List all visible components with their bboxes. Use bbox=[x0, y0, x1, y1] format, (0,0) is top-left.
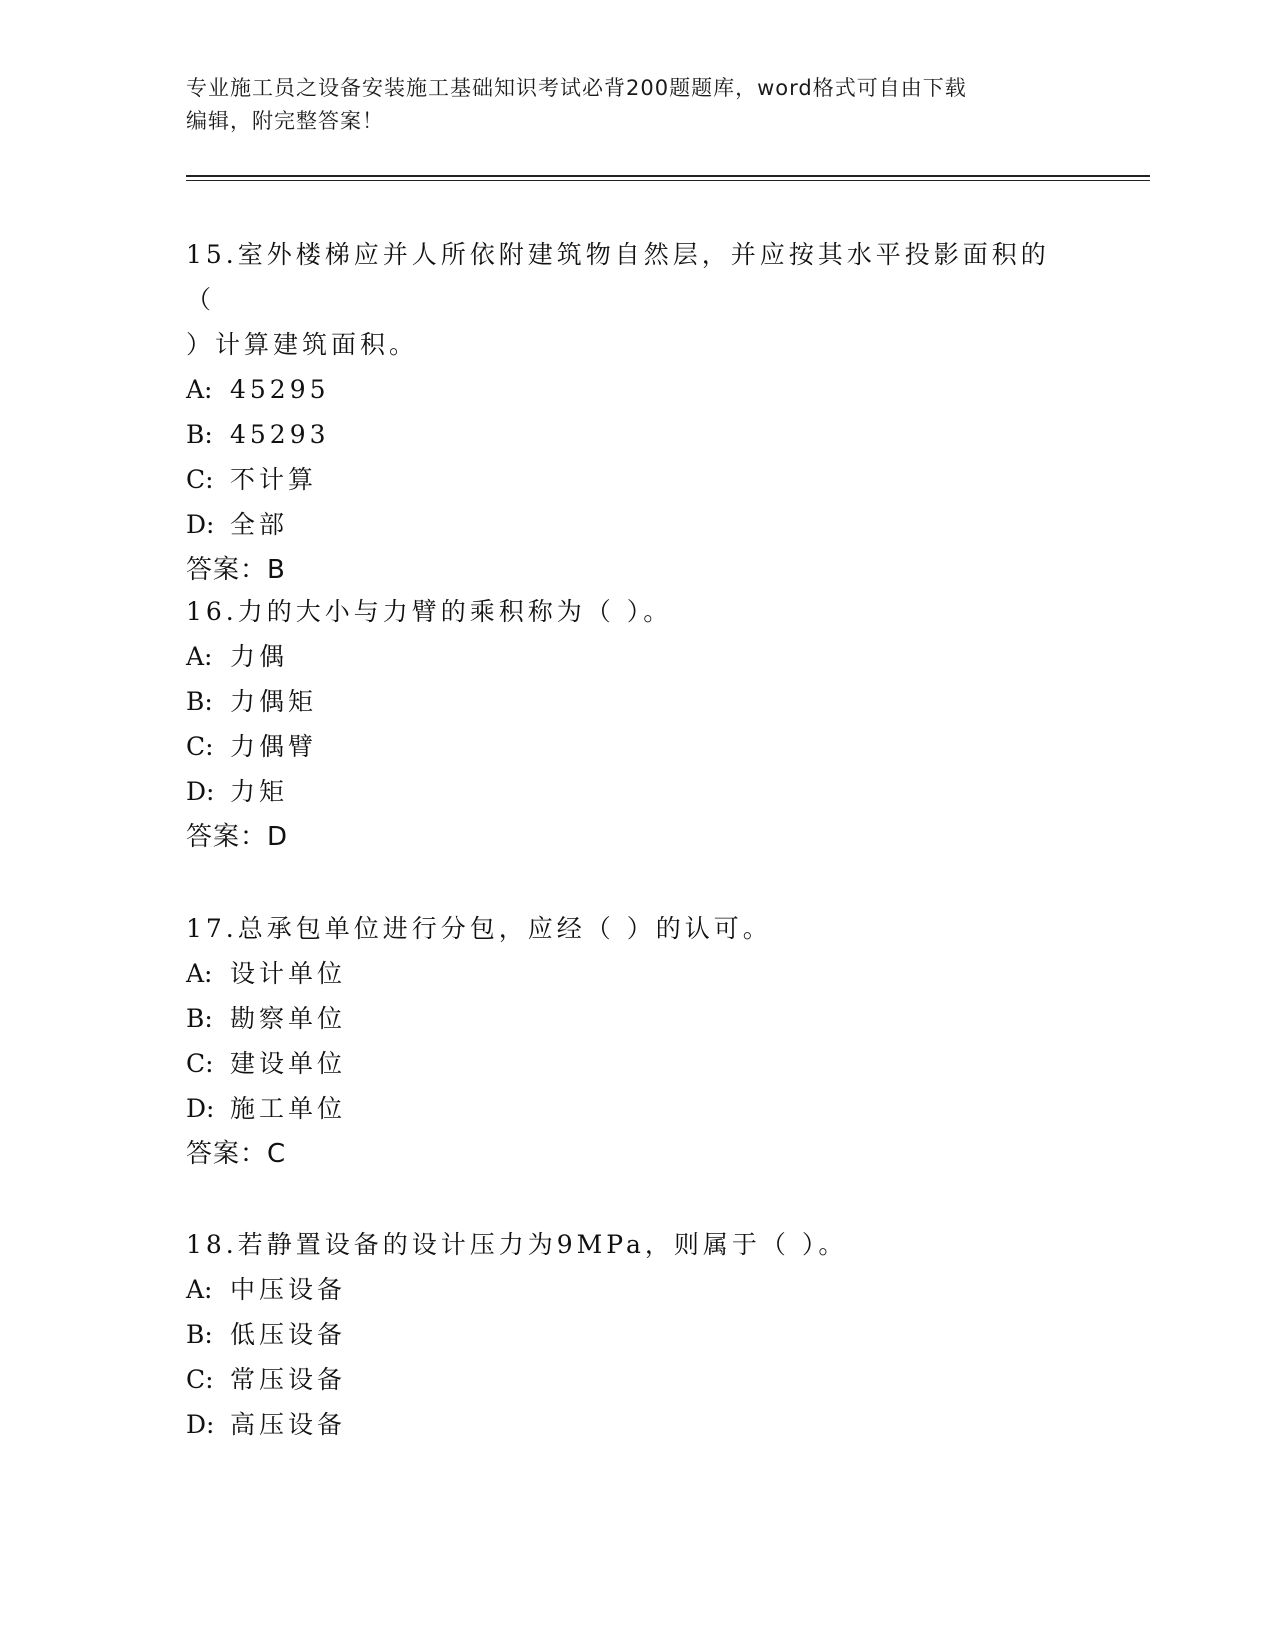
option-b bbox=[186, 996, 1076, 1041]
question-stem-line-1: 15.室外楼梯应并人所依附建筑物自然层，并应按其水平投影面积的（ bbox=[186, 240, 1050, 314]
option-letter: D: bbox=[186, 1094, 215, 1123]
option-text: 不计算 bbox=[230, 465, 318, 494]
option-d bbox=[186, 1086, 1076, 1131]
option-text: 力偶臂 bbox=[230, 732, 318, 761]
question-16 bbox=[186, 589, 1076, 860]
option-text: 中压设备 bbox=[230, 1275, 347, 1304]
option-text: 力偶矩 bbox=[230, 687, 318, 716]
option-c bbox=[186, 457, 1076, 502]
question-stem-line-1: 16.力的大小与力臂的乘积称为（ ）。 bbox=[186, 597, 673, 626]
option-text: 高压设备 bbox=[230, 1410, 347, 1439]
option-b bbox=[186, 679, 1076, 724]
header-divider-thick bbox=[186, 175, 1150, 177]
option-text: 设计单位 bbox=[230, 959, 347, 988]
answer-line: 答案：B bbox=[186, 555, 286, 585]
option-c bbox=[186, 1041, 1076, 1086]
option-letter: C: bbox=[186, 732, 214, 761]
question-stem-line-2: ）计算建筑面积。 bbox=[186, 330, 419, 359]
option-letter: B: bbox=[186, 1004, 213, 1033]
question-18 bbox=[186, 1222, 1076, 1447]
option-b bbox=[186, 412, 1076, 457]
option-text: 45295 bbox=[230, 375, 330, 404]
option-text: 低压设备 bbox=[230, 1320, 347, 1349]
option-a bbox=[186, 367, 1076, 412]
option-text: 常压设备 bbox=[230, 1365, 347, 1394]
option-letter: D: bbox=[186, 777, 215, 806]
option-letter: D: bbox=[186, 1410, 215, 1439]
option-letter: A: bbox=[186, 1275, 213, 1304]
header-title-line-2: 编辑，附完整答案！ bbox=[186, 109, 384, 133]
option-text: 全部 bbox=[230, 510, 289, 539]
option-text: 建设单位 bbox=[230, 1049, 347, 1078]
option-a bbox=[186, 951, 1076, 996]
option-letter: B: bbox=[186, 1320, 213, 1349]
option-a bbox=[186, 634, 1076, 679]
option-letter: A: bbox=[186, 959, 213, 988]
option-text: 施工单位 bbox=[230, 1094, 347, 1123]
option-letter: C: bbox=[186, 1049, 214, 1078]
option-text: 力偶 bbox=[230, 642, 289, 671]
option-d bbox=[186, 502, 1076, 547]
option-letter: B: bbox=[186, 687, 213, 716]
option-c bbox=[186, 724, 1076, 769]
question-15 bbox=[186, 232, 1076, 593]
option-letter: A: bbox=[186, 642, 213, 671]
header-divider-thin bbox=[186, 180, 1150, 181]
option-d bbox=[186, 1402, 1076, 1447]
option-b bbox=[186, 1312, 1076, 1357]
option-letter: C: bbox=[186, 465, 214, 494]
option-letter: B: bbox=[186, 420, 213, 449]
answer-line: 答案：D bbox=[186, 822, 289, 852]
document-header bbox=[186, 72, 1066, 138]
option-a bbox=[186, 1267, 1076, 1312]
option-letter: D: bbox=[186, 510, 215, 539]
option-letter: A: bbox=[186, 375, 213, 404]
question-stem-line-1: 18.若静置设备的设计压力为9MPa，则属于（ ）。 bbox=[186, 1230, 848, 1259]
option-text: 勘察单位 bbox=[230, 1004, 347, 1033]
question-stem-line-1: 17.总承包单位进行分包，应经（ ）的认可。 bbox=[186, 914, 772, 943]
option-c bbox=[186, 1357, 1076, 1402]
option-text: 力矩 bbox=[230, 777, 289, 806]
option-letter: C: bbox=[186, 1365, 214, 1394]
question-17 bbox=[186, 906, 1076, 1177]
option-d bbox=[186, 769, 1076, 814]
option-text: 45293 bbox=[230, 420, 330, 449]
answer-line: 答案：C bbox=[186, 1139, 287, 1169]
header-title-line-1: 专业施工员之设备安装施工基础知识考试必背200题题库，word格式可自由下载 bbox=[186, 76, 967, 100]
